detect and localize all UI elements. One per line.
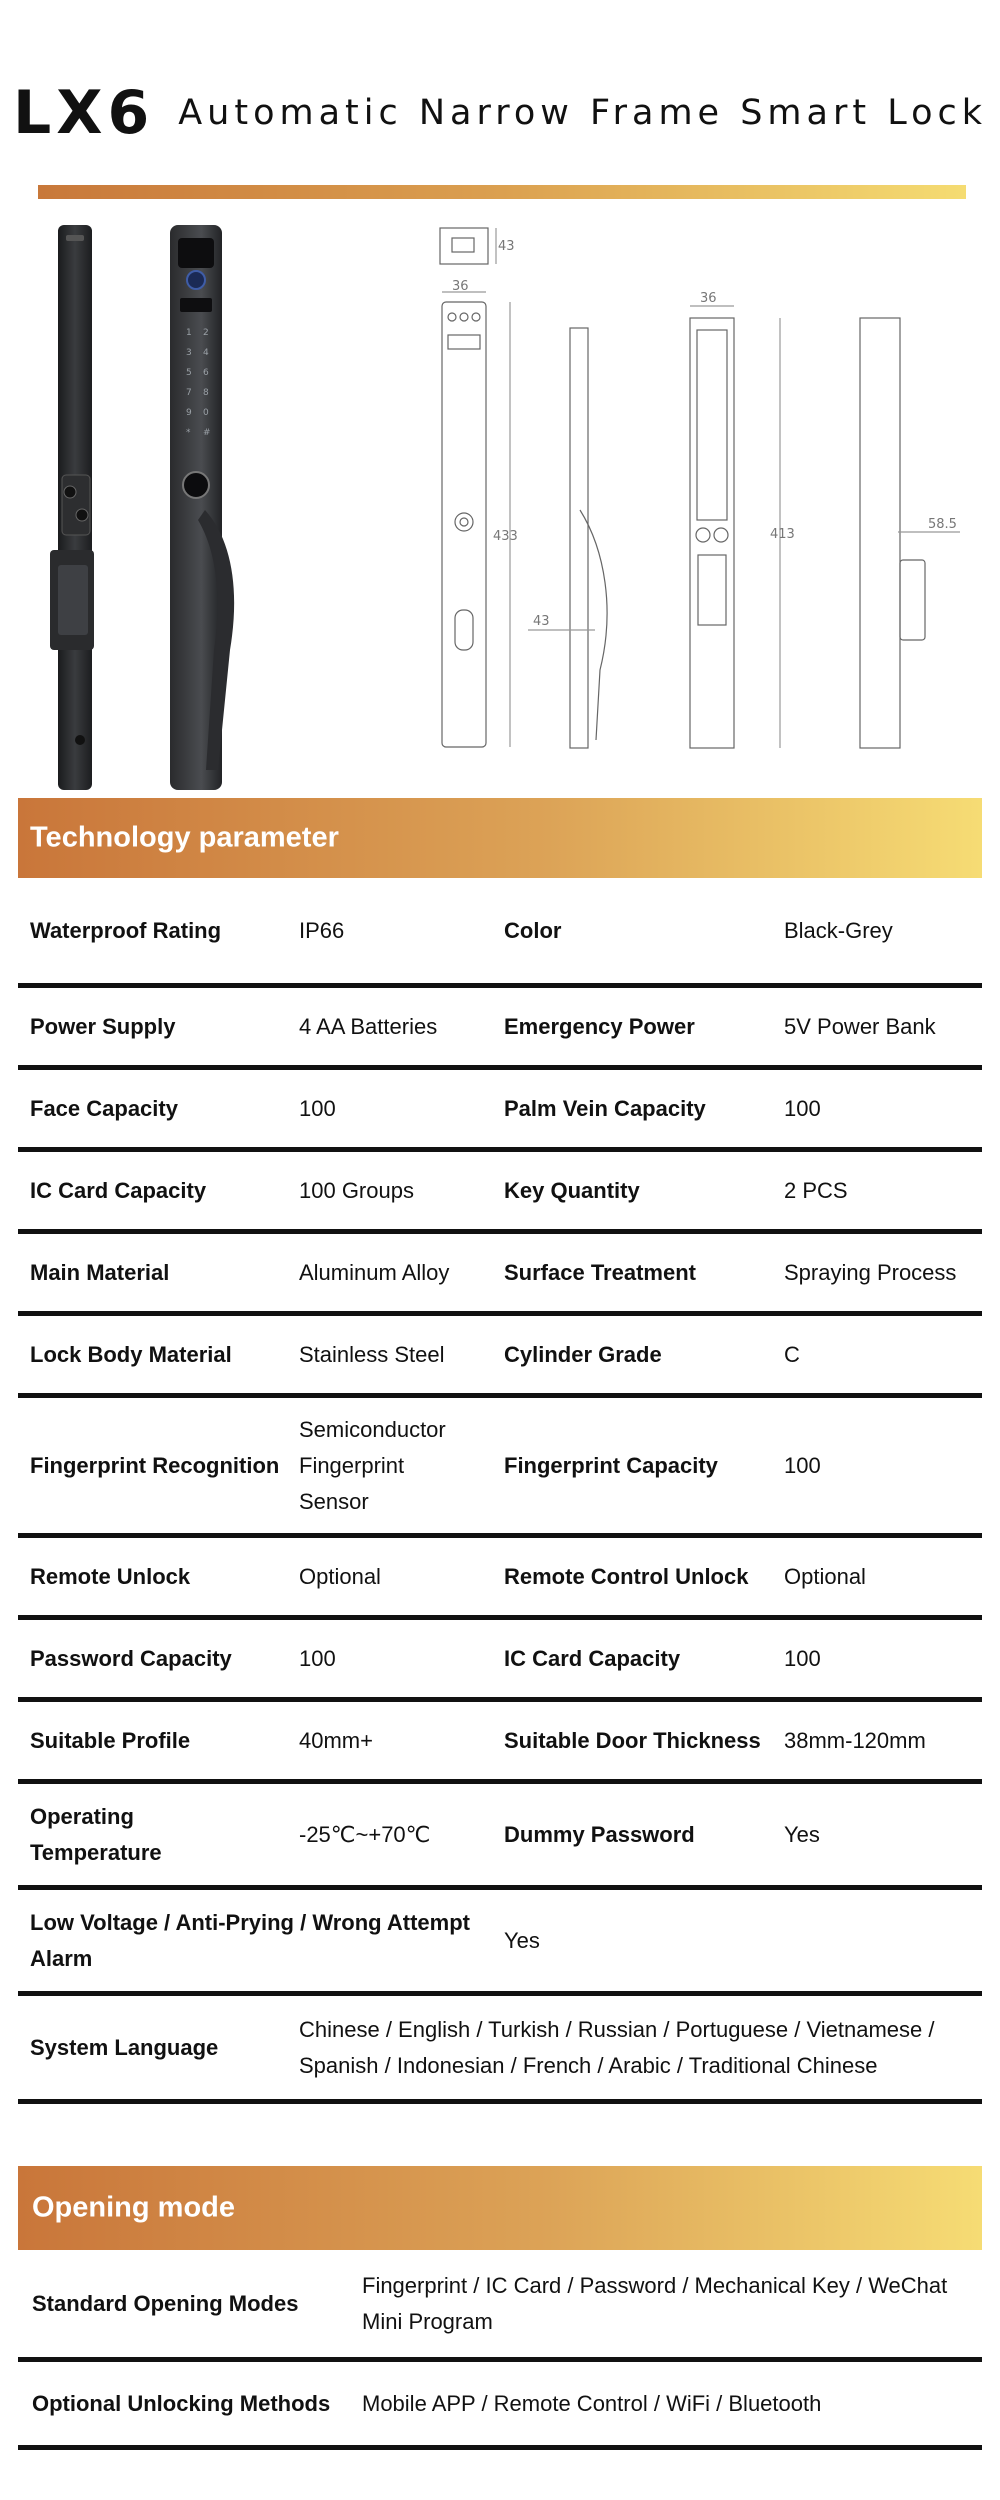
tech-parameter-header	[18, 798, 982, 878]
svg-text:5: 5	[186, 368, 192, 378]
param-value: 40mm+	[299, 1727, 373, 1753]
table-row	[18, 1316, 982, 1398]
mode-value: Fingerprint / IC Card / Password / Mechanical Key / WeChat Mini Program	[362, 2272, 948, 2334]
page-title	[0, 78, 1000, 148]
svg-text:3: 3	[186, 348, 192, 358]
param-value: 100	[299, 1645, 336, 1671]
table-row	[18, 988, 982, 1070]
product-hero	[0, 210, 1000, 790]
dim-front-height: 433	[493, 529, 518, 544]
param-label: IC Card Capacity	[504, 1645, 681, 1671]
mode-label: Optional Unlocking Methods	[32, 2390, 331, 2416]
svg-text:#: #	[203, 428, 211, 438]
technical-drawings	[440, 228, 960, 748]
table-row	[18, 878, 982, 988]
svg-text:0: 0	[203, 408, 209, 418]
param-value: 100 Groups	[299, 1177, 414, 1203]
param-label: Dummy Password	[504, 1821, 695, 1847]
param-value: IP66	[299, 917, 345, 943]
table-row	[18, 1996, 982, 2104]
param-value: Optional	[299, 1563, 381, 1589]
param-value: Chinese / English / Turkish / Russian / Portuguese / Vietnamese / Spanish / Indonesian / French / Arabic / Traditional Chinese	[299, 2016, 935, 2078]
dim-back-height: 413	[770, 527, 795, 542]
param-label: IC Card Capacity	[30, 1177, 207, 1203]
mode-value: Mobile APP / Remote Control / WiFi / Bluetooth	[362, 2390, 822, 2416]
param-label: Main Material	[30, 1259, 170, 1285]
param-value: 100	[784, 1645, 821, 1671]
param-label: Power Supply	[30, 1013, 176, 1039]
product-subtitle: Automatic Narrow Frame Smart Lock	[178, 93, 988, 133]
param-label: Operating Temperature	[30, 1803, 162, 1865]
param-label: Password Capacity	[30, 1645, 232, 1671]
param-label: Remote Control Unlock	[504, 1563, 749, 1589]
mode-label: Standard Opening Modes	[32, 2290, 299, 2316]
param-value: Yes	[784, 1821, 820, 1847]
param-label: Fingerprint Capacity	[504, 1452, 718, 1478]
table-row	[18, 1070, 982, 1152]
param-value: Optional	[784, 1563, 866, 1589]
param-value: Semiconductor Fingerprint Sensor	[299, 1416, 446, 1514]
dim-front-width: 36	[452, 279, 469, 294]
param-value: 100	[784, 1452, 821, 1478]
tech-parameter-heading: Technology parameter	[30, 821, 339, 854]
param-label: Key Quantity	[504, 1177, 640, 1203]
param-value: 100	[784, 1095, 821, 1121]
param-value: 38mm-120mm	[784, 1727, 926, 1753]
param-label: System Language	[30, 2034, 219, 2060]
param-label: Cylinder Grade	[504, 1341, 662, 1367]
table-row	[18, 1702, 982, 1784]
dim-side-handle: 43	[533, 614, 550, 629]
param-label: Color	[504, 917, 562, 943]
param-label: Suitable Door Thickness	[504, 1727, 761, 1753]
svg-text:6: 6	[203, 368, 209, 378]
table-row	[18, 1620, 982, 1702]
param-label: Waterproof Rating	[30, 917, 222, 943]
svg-text:*: *	[186, 428, 191, 438]
param-value: Aluminum Alloy	[299, 1259, 450, 1285]
param-label: Low Voltage / Anti-Prying / Wrong Attempt Alarm	[30, 1909, 470, 1971]
opening-mode-header	[18, 2166, 982, 2250]
svg-text:1: 1	[186, 328, 192, 338]
param-value: Yes	[504, 1927, 540, 1953]
param-value: Black-Grey	[784, 917, 893, 943]
param-label: Surface Treatment	[504, 1259, 696, 1285]
table-row	[18, 1398, 982, 1538]
dim-back-width: 36	[700, 291, 717, 306]
dim-top-height: 43	[498, 239, 515, 254]
svg-text:9: 9	[186, 408, 192, 418]
product-photo	[50, 225, 234, 790]
svg-text:2: 2	[203, 328, 209, 338]
param-label: Remote Unlock	[30, 1563, 191, 1589]
param-value: 4 AA Batteries	[299, 1013, 438, 1039]
svg-text:8: 8	[203, 388, 209, 398]
table-row	[18, 1538, 982, 1620]
dim-profile-depth: 58.5	[928, 517, 957, 532]
param-label: Face Capacity	[30, 1095, 178, 1121]
table-row	[18, 2250, 982, 2362]
param-label: Suitable Profile	[30, 1727, 191, 1753]
opening-mode-heading: Opening mode	[32, 2191, 235, 2224]
param-value: Stainless Steel	[299, 1341, 445, 1367]
param-label: Fingerprint Recognition	[30, 1452, 280, 1478]
accent-divider	[38, 185, 966, 199]
param-value: 100	[299, 1095, 336, 1121]
table-row	[18, 2362, 982, 2450]
svg-text:4: 4	[203, 348, 209, 358]
table-row	[18, 1890, 982, 1996]
param-value: C	[784, 1341, 800, 1367]
param-label: Lock Body Material	[30, 1341, 232, 1367]
table-row	[18, 1152, 982, 1234]
param-label: Emergency Power	[504, 1013, 695, 1039]
param-label: Palm Vein Capacity	[504, 1095, 706, 1121]
param-value: Spraying Process	[784, 1259, 957, 1285]
param-value: 5V Power Bank	[784, 1013, 936, 1039]
svg-text:7: 7	[186, 388, 192, 398]
table-row	[18, 1784, 982, 1890]
model-name: LX6	[12, 78, 155, 148]
param-value: 2 PCS	[784, 1177, 848, 1203]
table-row	[18, 1234, 982, 1316]
param-value: -25℃~+70℃	[299, 1821, 431, 1847]
